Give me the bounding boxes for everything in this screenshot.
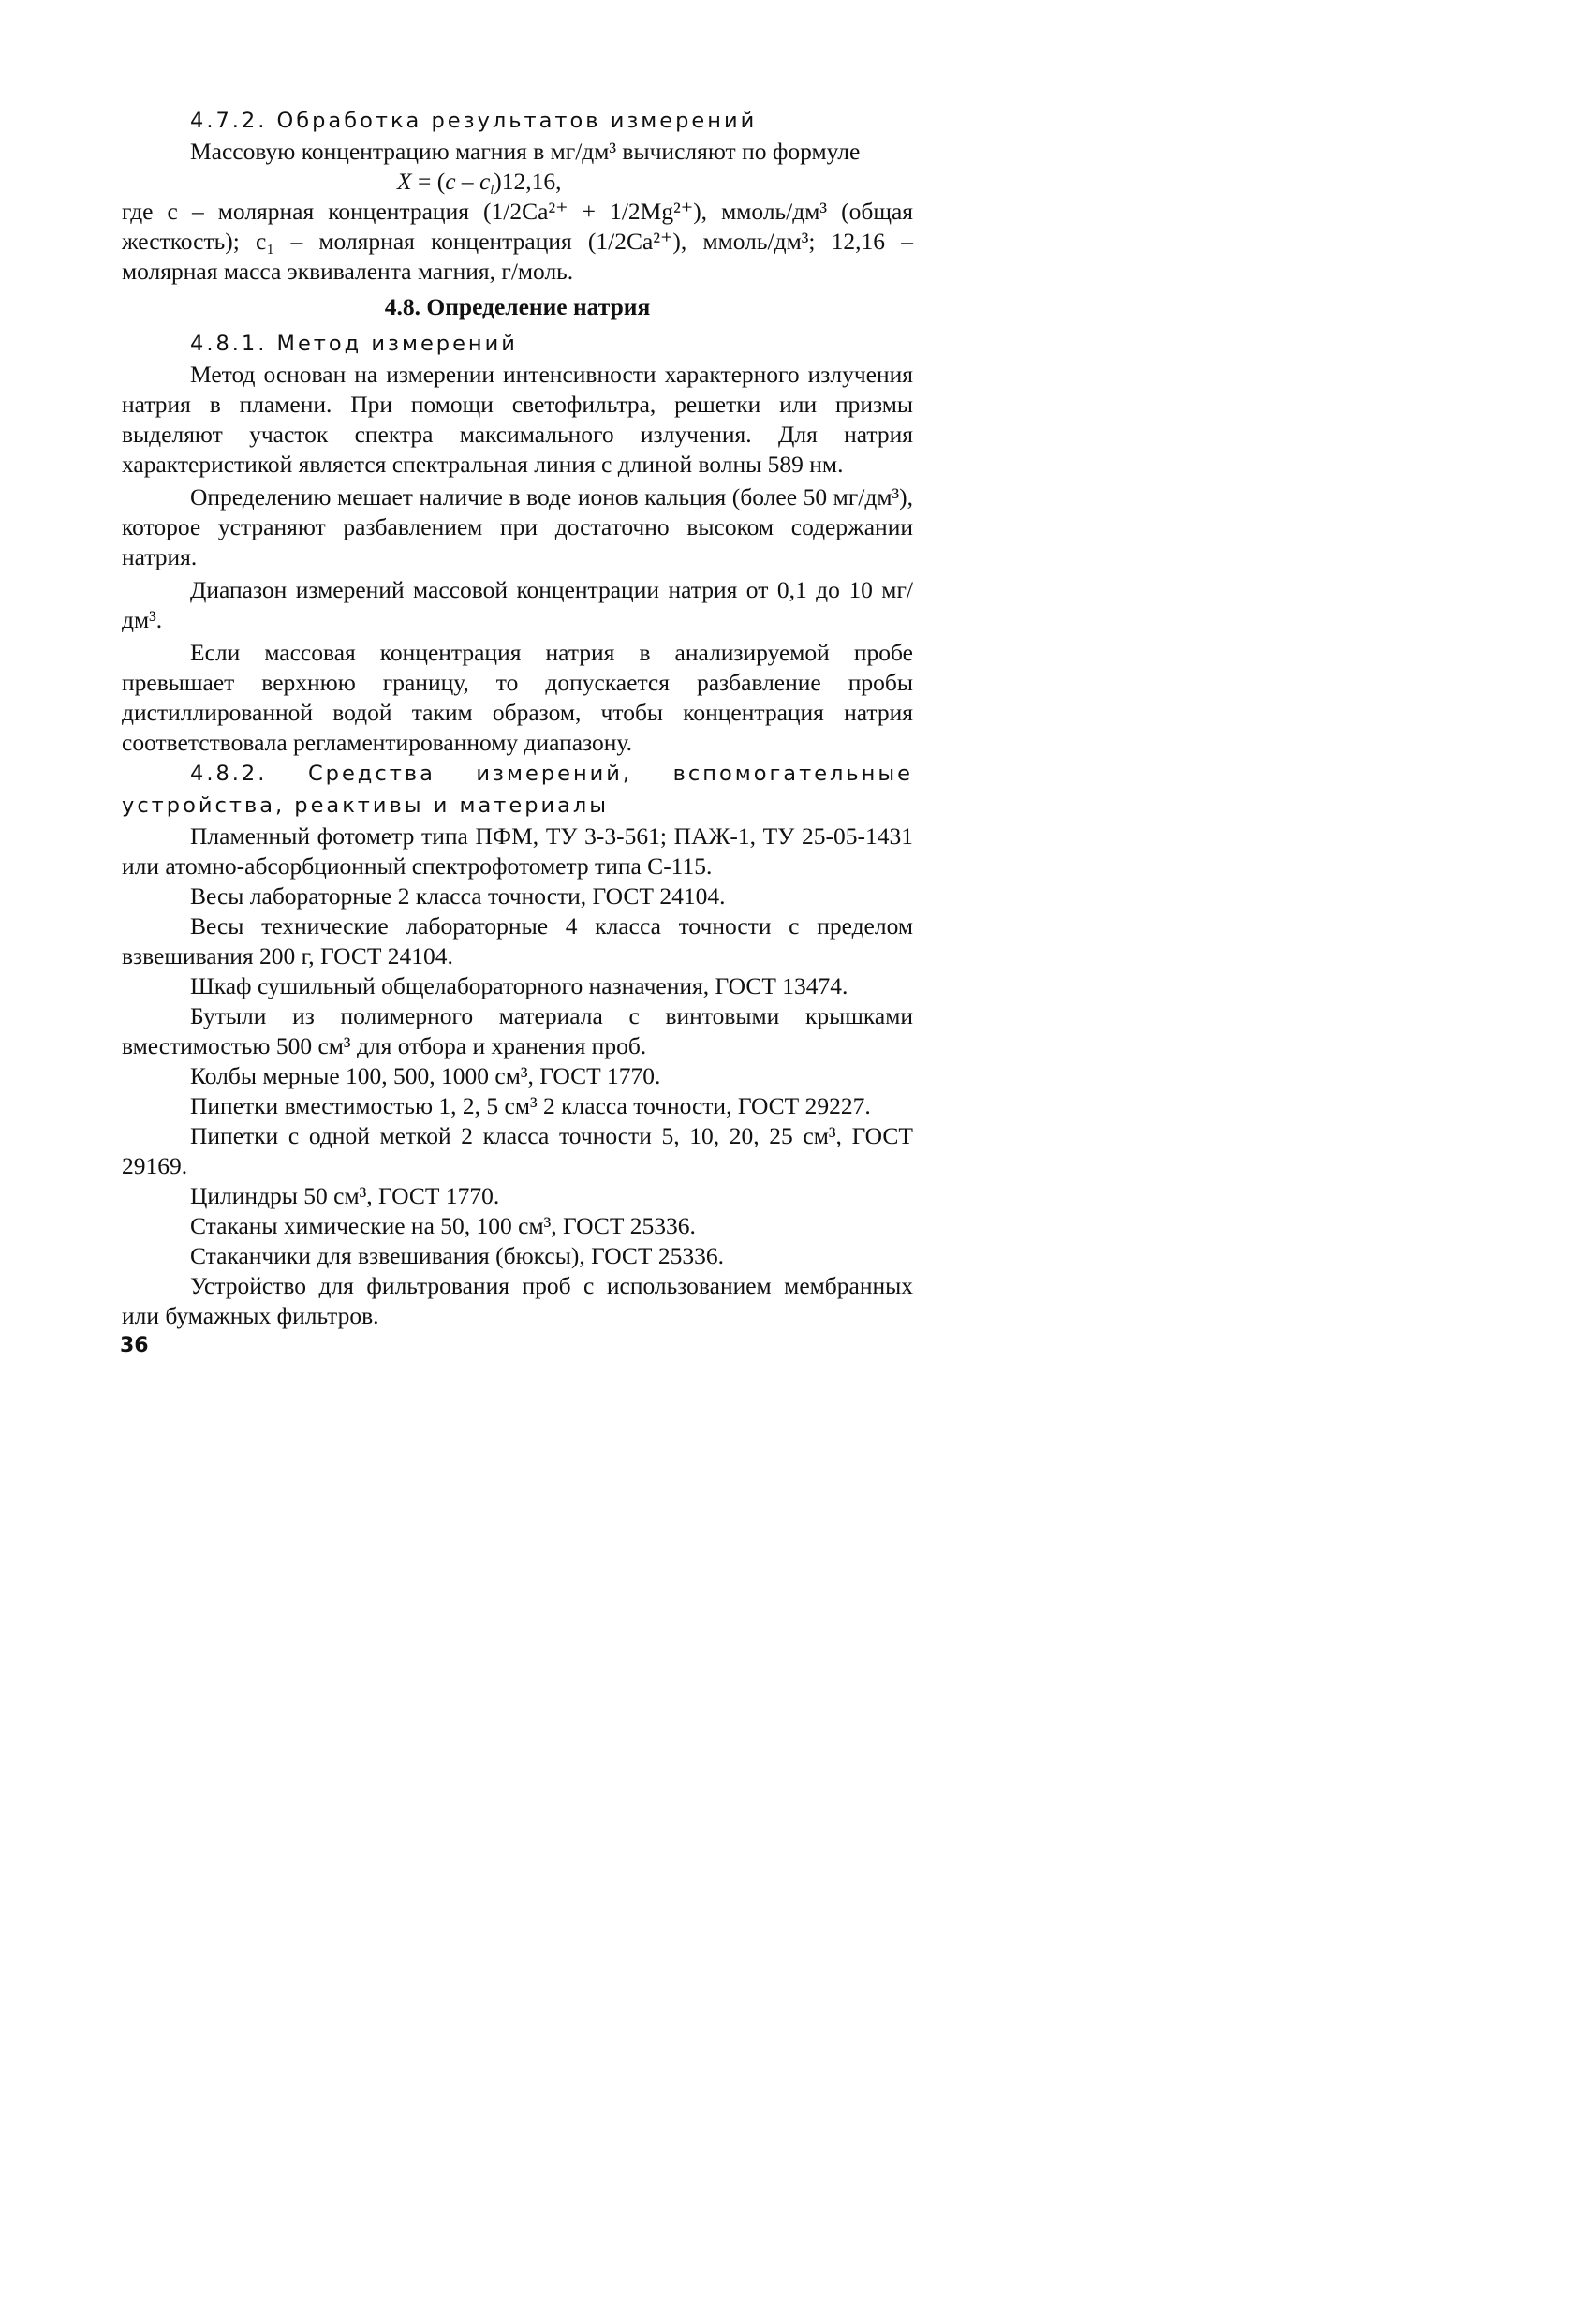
equipment-item: Весы технические лабораторные 4 класса точности с пределом взвешивания 200 г, ГОСТ 24104. [122, 912, 913, 970]
equipment-item: Пламенный фотометр типа ПФМ, ТУ 3-3-561; ПАЖ-1, ТУ 25-05-1431 или атомно-абсорбционный спектрофотометр типа С-115. [122, 822, 913, 880]
formula-lhs: X [397, 168, 412, 195]
equipment-item: Весы лабораторные 2 класса точности, ГОСТ 24104. [190, 882, 726, 910]
paragraph-where: где c – молярная концентрация (1/2Ca²⁺ + 1/2Mg²⁺), ммоль/дм³ (общая жесткость); c₁ – молярная концентрация (1/2Ca²⁺), ммоль/дм³; 12,16 – молярная масса эквивалента магния, г/моль. [122, 198, 913, 285]
formula-cl-sub: l [490, 184, 494, 198]
equipment-item: Шкаф сушильный общелабораторного назначения, ГОСТ 13474. [190, 972, 848, 999]
paragraph-formula-intro: Массовую концентрацию магния в мг/дм³ вычисляют по формуле [190, 138, 861, 165]
equipment-item: Стаканчики для взвешивания (бюксы), ГОСТ 25336. [190, 1242, 725, 1269]
page-number: 36 [120, 1334, 149, 1357]
formula-cl: c [479, 168, 491, 195]
equipment-item: Пипетки вместимостью 1, 2, 5 см³ 2 класса точности, ГОСТ 29227. [190, 1092, 871, 1119]
formula-c: c [445, 168, 456, 195]
subsection-heading-4-7-2: 4.7.2. Обработка результатов измерений [190, 109, 758, 133]
paragraph-range: Диапазон измерений массовой концентрации натрия от 0,1 до 10 мг/дм³. [122, 576, 913, 633]
subsection-heading-4-8-1: 4.8.1. Метод измерений [190, 332, 518, 356]
equipment-item: Бутыли из полимерного материала с винтовыми крышками вместимостью 500 см³ для отбора и хранения проб. [122, 1002, 913, 1059]
equipment-item: Устройство для фильтрования проб с использованием мембранных или бумажных фильтров. [122, 1272, 913, 1329]
magnesium-formula [122, 167, 913, 197]
formula-rest: )12,16, [494, 168, 562, 195]
document-page [122, 105, 913, 1331]
equipment-item: Пипетки с одной меткой 2 класса точности 5, 10, 20, 25 см³, ГОСТ 29169. [122, 1122, 913, 1179]
section-title-4-8: 4.8. Определение натрия [384, 293, 651, 320]
equipment-item: Колбы мерные 100, 500, 1000 см³, ГОСТ 1770. [190, 1062, 661, 1089]
paragraph-interference: Определению мешает наличие в воде ионов кальция (более 50 мг/дм³), которое устраняют разбавлением при достаточно высоком содержании натрия. [122, 483, 913, 570]
paragraph-dilution: Если массовая концентрация натрия в анализируемой пробе превышает верхнюю границу, то допускается разбавление пробы дистиллированной водой таким образом, чтобы концентрация натрия соответствовала регламентированному диапазону. [122, 639, 913, 756]
equipment-item: Стаканы химические на 50, 100 см³, ГОСТ 25336. [190, 1212, 696, 1239]
paragraph-method: Метод основан на измерении интенсивности характерного излучения натрия в пламени. При помощи светофильтра, решетки или призмы выделяют участок спектра максимального излучения. Для натрия характеристикой является спектральная линия с длиной волны 589 нм. [122, 361, 913, 478]
formula-eq: = ( [411, 168, 446, 195]
equipment-item: Цилиндры 50 см³, ГОСТ 1770. [190, 1182, 500, 1209]
formula-minus: – [455, 168, 480, 195]
equipment-list [122, 822, 913, 1331]
subsection-heading-4-8-2: 4.8.2. Средства измерений, вспомогательные устройства, реактивы и материалы [122, 762, 913, 818]
